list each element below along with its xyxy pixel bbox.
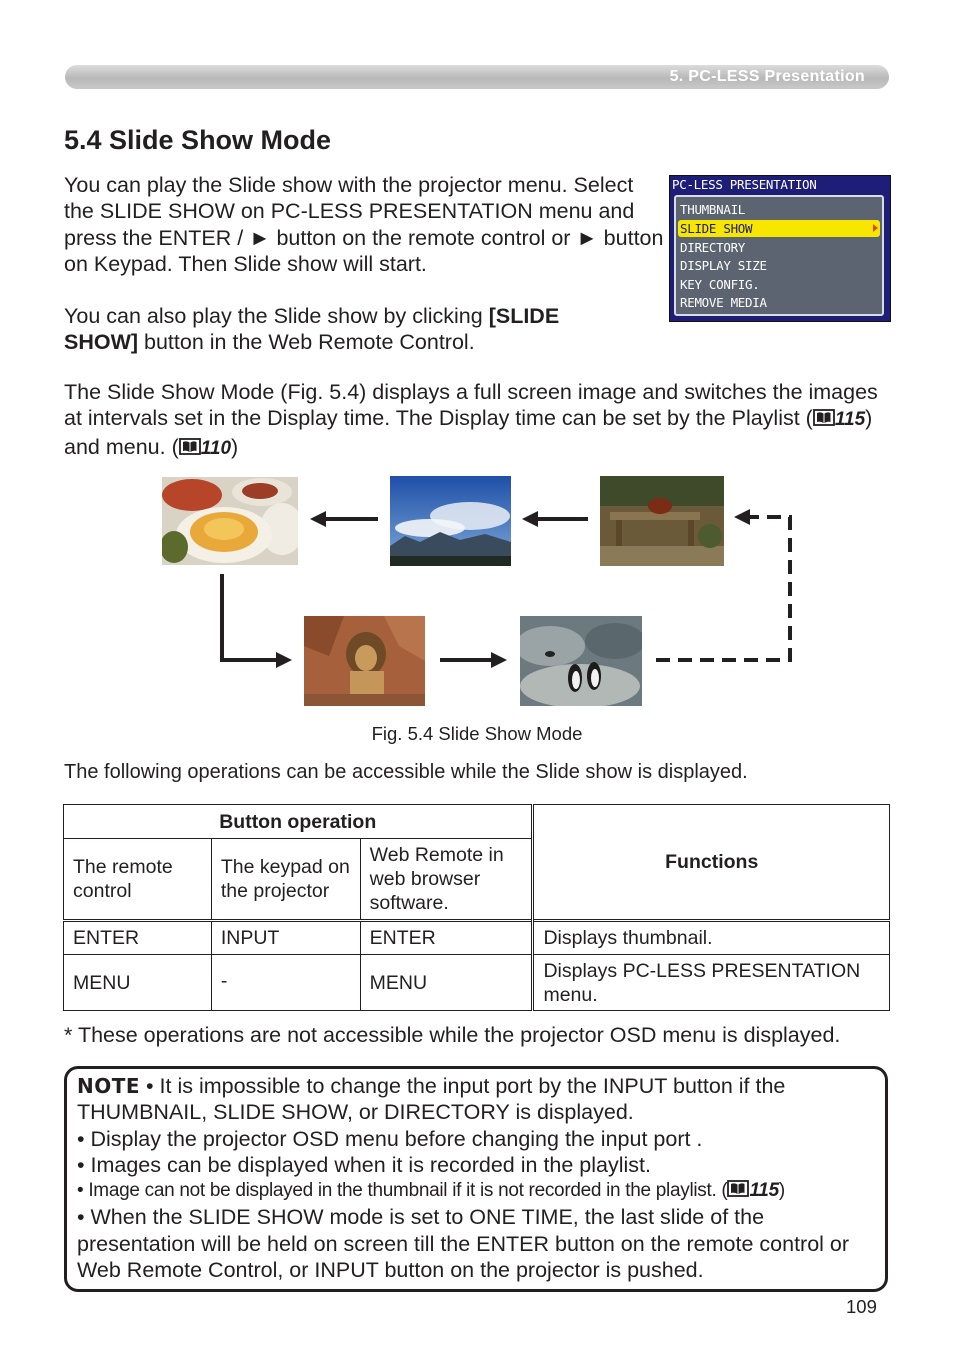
- note-text-1: • It is impossible to change the input port by the INPUT button if the THUMBNAIL, SLIDE SHOW, or DIRECTORY is displayed.: [77, 1074, 786, 1125]
- table-cell: INPUT: [211, 921, 360, 955]
- dashed-arrow-penguins-to-zoo: [656, 517, 790, 660]
- col-header-keypad: The keypad on the projector: [211, 839, 360, 921]
- osd-item-slide-show-label: SLIDE SHOW: [680, 221, 753, 236]
- figure-caption: Fig. 5.4 Slide Show Mode: [371, 723, 583, 744]
- osd-menu-list: [674, 195, 884, 316]
- description-paragraph: [64, 379, 894, 462]
- osd-menu-title: PC-LESS PRESENTATION: [672, 177, 817, 192]
- page-ref-115: 115: [834, 409, 866, 431]
- osd-menu-screenshot: [669, 175, 891, 322]
- col-header-remote: The remote control: [64, 839, 212, 921]
- slide-show-flow-arrows: [0, 470, 954, 720]
- table-cell: Displays PC-LESS PRESENTATION menu.: [533, 955, 890, 1011]
- section-header-bar: [65, 65, 889, 89]
- table-cell: Displays thumbnail.: [533, 921, 890, 955]
- table-cell: ENTER: [360, 921, 533, 955]
- page-ref-110: 110: [200, 437, 232, 459]
- table-row: [64, 921, 890, 955]
- osd-item-directory: DIRECTORY: [680, 240, 746, 255]
- osd-item-thumbnail: THUMBNAIL: [680, 202, 746, 217]
- book-reference-icon: [179, 438, 201, 455]
- table-cell: MENU: [360, 955, 533, 1011]
- intro-paragraph: You can play the Slide show with the projector menu. Select the SLIDE SHOW on PC-LESS PRESENTATION menu and press the ENTER / ► button on the remote control or ► button on Keypad. Then Slide show will start.: [64, 173, 664, 276]
- description-text-2: ) and menu. (: [64, 406, 873, 459]
- col-header-web-remote: Web Remote in web browser software.: [360, 839, 533, 921]
- note-text-4: • Image can not be displayed in the thumbnail if it is not recorded in the playlist. (: [77, 1180, 728, 1202]
- section-label: 5. PC-LESS Presentation: [669, 68, 865, 85]
- osd-item-key-config: KEY CONFIG.: [680, 277, 760, 292]
- slide-show-button-ref: [SLIDE SHOW]: [64, 304, 560, 355]
- page-number: 109: [846, 1296, 877, 1317]
- note-line-2: • Display the projector OSD menu before changing the input port .: [77, 1126, 703, 1151]
- osd-item-display-size: DISPLAY SIZE: [680, 258, 767, 273]
- intro-web-text-after: button in the Web Remote Control.: [138, 330, 475, 355]
- intro-web-text-before: You can also play the Slide show by clicking: [64, 304, 489, 328]
- note-text-4-end: ): [778, 1180, 785, 1202]
- table-cell: ENTER: [64, 921, 212, 955]
- note-line-3: • Images can be displayed when it is recorded in the playlist.: [77, 1152, 652, 1177]
- osd-item-remove-media: REMOVE MEDIA: [680, 295, 767, 310]
- button-operation-header: Button operation: [64, 805, 533, 839]
- note-line-4: [77, 1178, 882, 1204]
- book-reference-icon: [727, 1180, 749, 1197]
- description-text-1: The Slide Show Mode (Fig. 5.4) displays a full screen image and switches the images at intervals set in the Display time. The Display time can be set by the Playlist (: [64, 380, 878, 431]
- table-cell: -: [211, 955, 360, 1011]
- note-line-1: [77, 1073, 882, 1126]
- table-row: [64, 955, 890, 1011]
- page-ref-115: 115: [749, 1180, 779, 1202]
- footnote: * These operations are not accessible while the projector OSD menu is displayed.: [64, 1023, 841, 1047]
- right-arrow-icon: [873, 224, 878, 232]
- osd-item-slide-show: [678, 220, 880, 237]
- functions-header: Functions: [533, 805, 890, 921]
- note-label: NOTE: [77, 1074, 141, 1098]
- page-title: 5.4 Slide Show Mode: [64, 125, 332, 155]
- intro-web-remote-paragraph: [64, 303, 624, 356]
- operations-intro: The following operations can be accessible while the Slide show is displayed.: [64, 761, 748, 783]
- table-cell: MENU: [64, 955, 212, 1011]
- arrow-food-to-lion: [222, 574, 278, 660]
- note-content: [77, 1073, 882, 1283]
- book-reference-icon: [813, 409, 835, 426]
- note-line-5: • When the SLIDE SHOW mode is set to ONE TIME, the last slide of the presentation will be held on screen till the ENTER button on the remote control or Web Remote Control, or INPUT button on the projector is pushed.: [77, 1205, 850, 1283]
- operations-table: [63, 804, 890, 1011]
- description-text-3: ): [231, 434, 239, 459]
